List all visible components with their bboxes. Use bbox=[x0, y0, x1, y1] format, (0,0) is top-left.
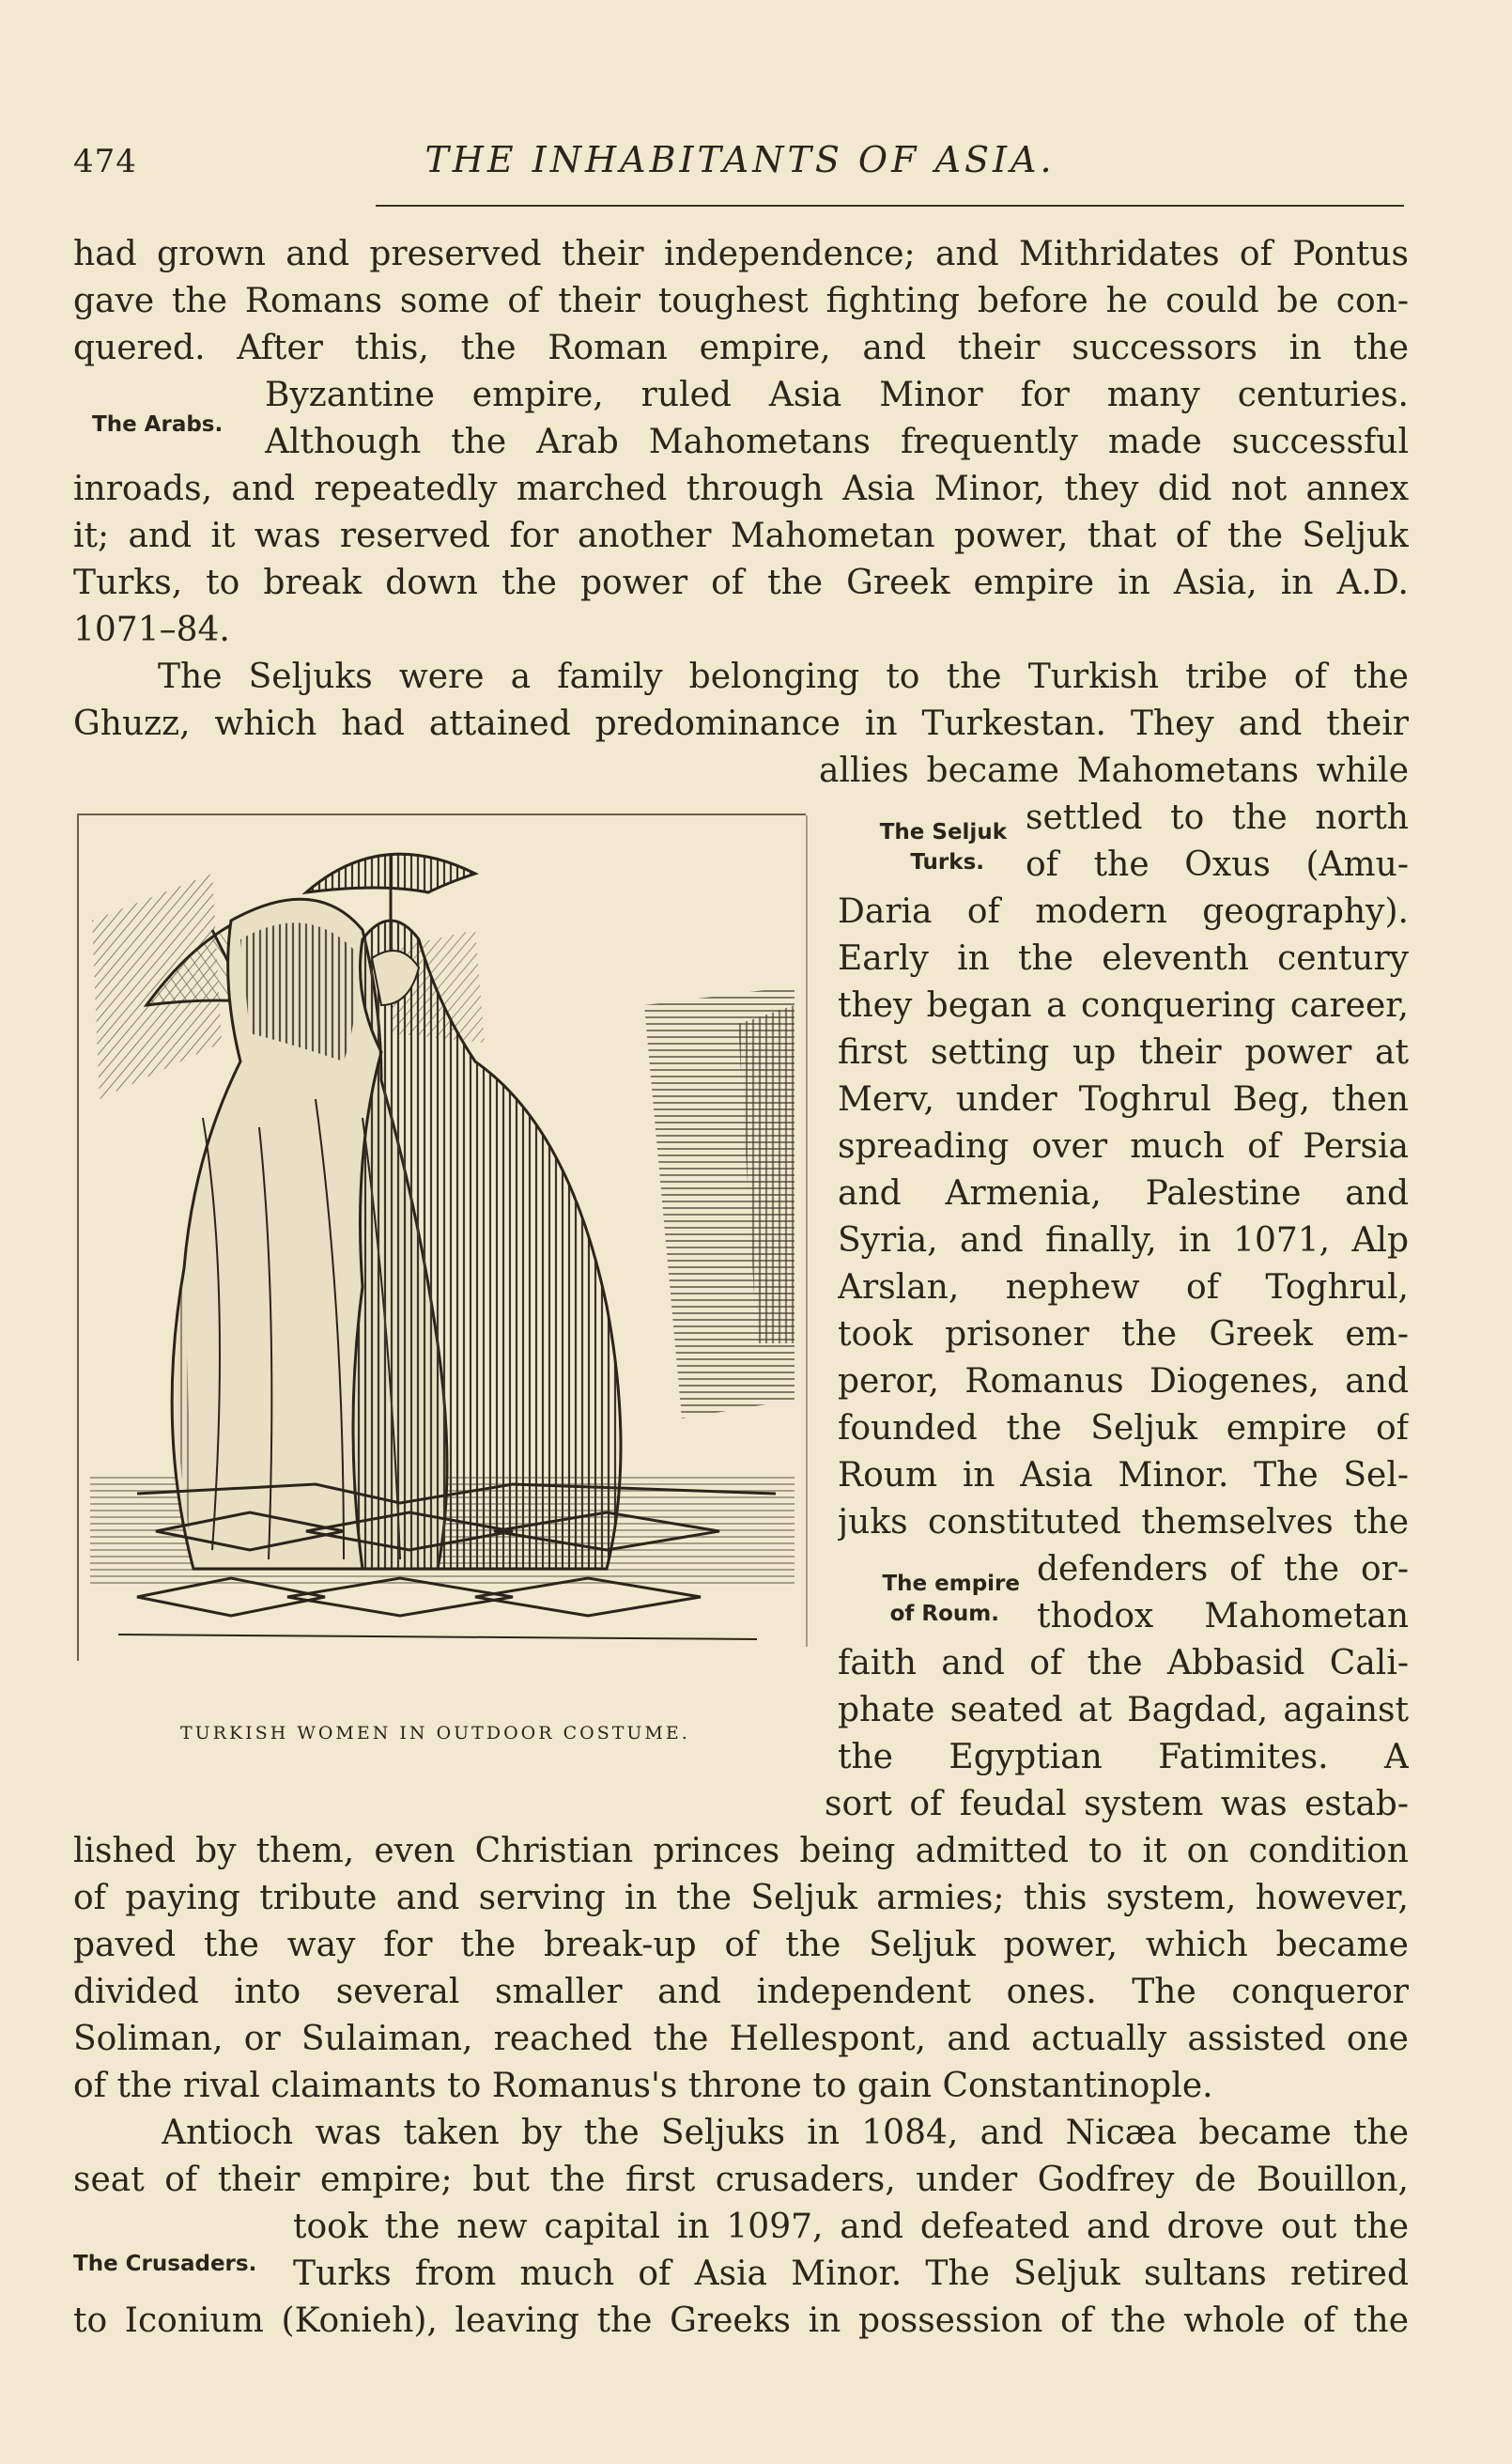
text-line: of the Oxus (Amu- bbox=[1026, 845, 1409, 884]
text-line: spreading over much of Persia bbox=[838, 1127, 1409, 1166]
text-line: 1071–84. bbox=[73, 611, 230, 649]
illustration-caption: TURKISH WOMEN IN OUTDOOR COSTUME. bbox=[180, 1723, 690, 1743]
text-line: peror, Romanus Diogenes, and bbox=[838, 1362, 1409, 1401]
text-line: the Egyptian Fatimites. A bbox=[838, 1738, 1409, 1776]
text-line: lished by them, even Christian princes being admitted to it on condition bbox=[73, 1832, 1409, 1870]
sidenote-empire-of-roum-line1: The empire bbox=[882, 1572, 1020, 1596]
text-line: Early in the eleventh century bbox=[838, 939, 1409, 978]
sidenote-seljuk-turks-line1: The Seljuk bbox=[879, 820, 1007, 845]
page-header bbox=[73, 139, 1407, 195]
sidenote-seljuk-turks-line2: Turks. bbox=[910, 850, 984, 875]
text-line: Although the Arab Mahometans frequently made successful bbox=[265, 423, 1409, 461]
text-line: took the new capital in 1097, and defeated and drove out the bbox=[293, 2208, 1409, 2246]
text-line: took prisoner the Greek em- bbox=[838, 1315, 1409, 1354]
sidenote-empire-of-roum-line2: of Roum. bbox=[889, 1602, 999, 1626]
text-line: Antioch was taken by the Seljuks in 1084, and Nicæa became the bbox=[162, 2114, 1409, 2152]
text-line: had grown and preserved their independence; and Mithridates of Pontus bbox=[73, 235, 1409, 273]
text-line: of paying tribute and serving in the Seljuk armies; this system, however, bbox=[73, 1879, 1409, 1917]
text-line: it; and it was reserved for another Mahometan power, that of the Seljuk bbox=[73, 517, 1409, 555]
text-line: allies became Mahometans while bbox=[819, 752, 1409, 790]
sidenote-the-arabs: The Arabs. bbox=[92, 412, 224, 437]
engraving-turkish-women bbox=[81, 817, 804, 1653]
text-line: defenders of the or- bbox=[1037, 1550, 1409, 1588]
text-line: thodox Mahometan bbox=[1037, 1597, 1409, 1635]
sidenote-the-crusaders: The Crusaders. bbox=[73, 2252, 257, 2276]
text-line: juks constituted themselves the bbox=[838, 1503, 1409, 1542]
text-line: Daria of modern geography). bbox=[838, 892, 1409, 931]
text-line: The Seljuks were a family belonging to the Turkish tribe of the bbox=[158, 658, 1409, 696]
text-line: phate seated at Bagdad, against bbox=[838, 1691, 1409, 1729]
illustration bbox=[77, 810, 806, 1749]
text-line: Roum in Asia Minor. The Sel- bbox=[838, 1456, 1409, 1495]
running-title: THE INHABITANTS OF ASIA. bbox=[424, 139, 1056, 180]
illustration-frame-edge bbox=[806, 815, 808, 1647]
text-line: they began a conquering career, bbox=[838, 986, 1409, 1025]
text-line: inroads, and repeatedly marched through Asia Minor, they did not annex bbox=[73, 470, 1409, 508]
text-line: founded the Seljuk empire of bbox=[838, 1409, 1409, 1448]
text-line: gave the Romans some of their toughest fighting before he could be con- bbox=[73, 282, 1409, 320]
text-line: of the rival claimants to Romanus's throne to gain Constantinople. bbox=[73, 2067, 1213, 2105]
text-line: to Iconium (Konieh), leaving the Greeks in possession of the whole of the bbox=[73, 2301, 1409, 2340]
header-rule bbox=[376, 205, 1404, 207]
text-line: Byzantine empire, ruled Asia Minor for many centuries. bbox=[265, 376, 1409, 414]
text-line: Syria, and finally, in 1071, Alp bbox=[838, 1221, 1409, 1260]
text-line: Ghuzz, which had attained predominance in Turkestan. They and their bbox=[73, 705, 1409, 743]
text-line: paved the way for the break-up of the Seljuk power, which became bbox=[73, 1926, 1409, 1964]
text-line: and Armenia, Palestine and bbox=[838, 1174, 1409, 1213]
text-line: Turks, to break down the power of the Greek empire in Asia, in A.D. bbox=[73, 564, 1409, 602]
text-line: faith and of the Abbasid Cali- bbox=[838, 1644, 1409, 1682]
page-number: 474 bbox=[73, 143, 137, 180]
text-line: Soliman, or Sulaiman, reached the Hellespont, and actually assisted one bbox=[73, 2020, 1409, 2058]
text-line: Merv, under Toghrul Beg, then bbox=[838, 1080, 1409, 1119]
text-line: Arslan, nephew of Toghrul, bbox=[838, 1268, 1409, 1307]
text-line: settled to the north bbox=[1026, 798, 1409, 837]
text-line: first setting up their power at bbox=[838, 1033, 1409, 1072]
text-line: divided into several smaller and independent ones. The conqueror bbox=[73, 1973, 1409, 2011]
text-line: seat of their empire; but the first crusaders, under Godfrey de Bouillon, bbox=[73, 2161, 1409, 2199]
text-line: sort of feudal system was estab- bbox=[825, 1785, 1409, 1823]
text-line: quered. After this, the Roman empire, and their successors in the bbox=[73, 329, 1409, 367]
text-line: Turks from much of Asia Minor. The Seljuk sultans retired bbox=[293, 2255, 1409, 2293]
